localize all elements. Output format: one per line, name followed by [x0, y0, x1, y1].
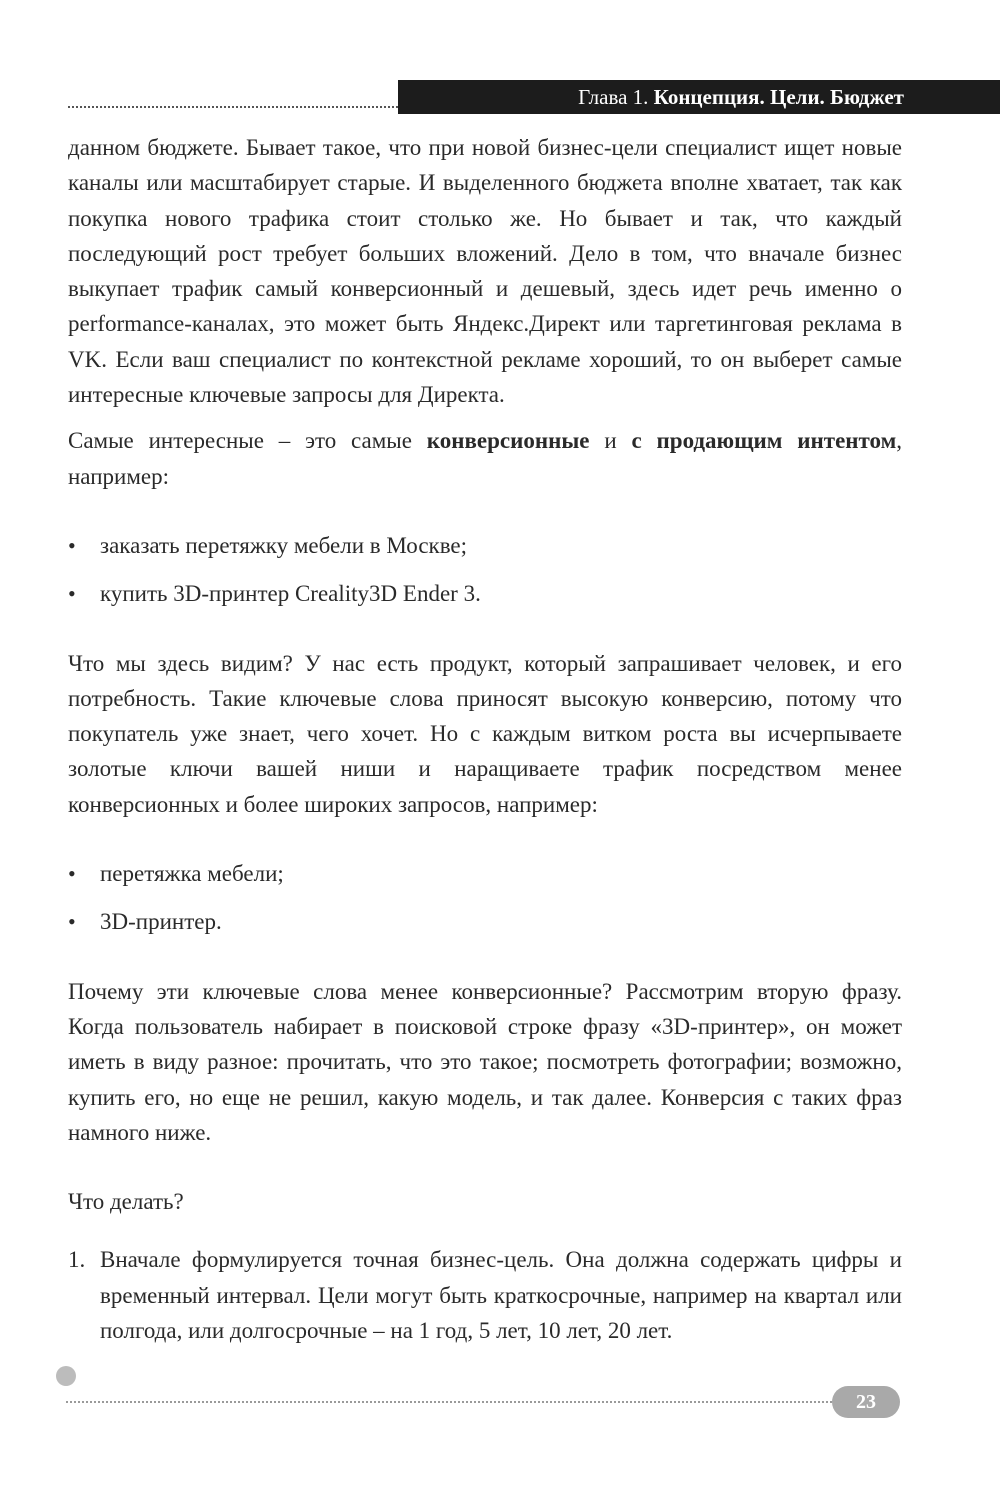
- paragraph-2-text-c: , например:: [68, 428, 903, 489]
- page-number-badge: 23: [832, 1386, 900, 1418]
- list-item-number: 1.: [68, 1247, 86, 1273]
- chapter-title: Концепция. Цели. Бюджет: [653, 85, 904, 109]
- list-item: • 3D-принтер.: [68, 904, 902, 939]
- paragraph-4: Почему эти ключевые слова менее конверсионные? Рассмотрим вторую фразу. Когда пользователь набирает в поисковой строке фразу «3D-принтер», он может иметь в виду разное: прочитать, что это такое; посмотреть фотографии; возможно, купить его, но еще не решил, какую модель, и так далее. Конверсия с таких фраз намного ниже.: [68, 978, 902, 1145]
- paragraph-2: [68, 423, 902, 494]
- list-item: • перетяжка мебели;: [68, 856, 902, 891]
- paragraph-2-text-b: и: [589, 428, 632, 454]
- paragraph-3: Что мы здесь видим? У нас есть продукт, который запрашивает человек, и его потребность. Такие ключевые слова приносят высокую конверсию, потому что покупатель уже знает, чего хочет. Но с каждым витком роста вы исчерпываете золотые ключи вашей ниши и наращиваете трафик посредством менее конверсионных и более широких запросов, например:: [68, 650, 902, 817]
- bullet-list-2: [68, 856, 902, 940]
- page-body: [68, 130, 902, 1348]
- paragraph-2-bold-a: конверсионные: [426, 428, 590, 454]
- list-item: [68, 1242, 902, 1348]
- list-item: • купить 3D-принтер Creality3D Ender 3.: [68, 576, 902, 611]
- numbered-list: [68, 1242, 902, 1348]
- paragraph-1: данном бюджете. Бывает такое, что при новой бизнес-цели специалист ищет новые каналы или масштабирует старые. И выделенного бюджета вполне хватает, так как покупка нового трафика стоит столько же. Но бывает и так, что каждый последующий рост требует больших вложений. Дело в том, что вначале бизнес выкупает трафик самый конверсионный и дешевый, здесь идет речь именно о performance-каналах, это может быть Яндекс.Директ или таргетинговая реклама в VK. Если ваш специалист по контекстной рекламе хороший, то он выберет самые интересные ключевые запросы для Директа.: [68, 135, 902, 408]
- paragraph-2-bold-b: с продающим интентом: [631, 428, 897, 454]
- footer-circle-ornament: [56, 1366, 76, 1386]
- paragraph-5: Что делать?: [68, 1189, 184, 1215]
- chapter-header-bar: [398, 80, 1000, 114]
- header-dotted-rule: [68, 106, 398, 108]
- bullet-list-1: [68, 528, 902, 612]
- list-item: • заказать перетяжку мебели в Москве;: [68, 528, 902, 563]
- footer-dotted-rule: [66, 1401, 832, 1403]
- list-item-text: Вначале формулируется точная бизнес-цель. Она должна содержать цифры и временный интервал. Цели могут быть краткосрочные, например на квартал или полгода, или долгосрочные – на 1 год, 5 лет, 10 лет, 20 лет.: [100, 1247, 902, 1344]
- chapter-prefix: Глава 1.: [578, 85, 649, 109]
- paragraph-2-text-a: Самые интересные – это самые: [68, 428, 427, 454]
